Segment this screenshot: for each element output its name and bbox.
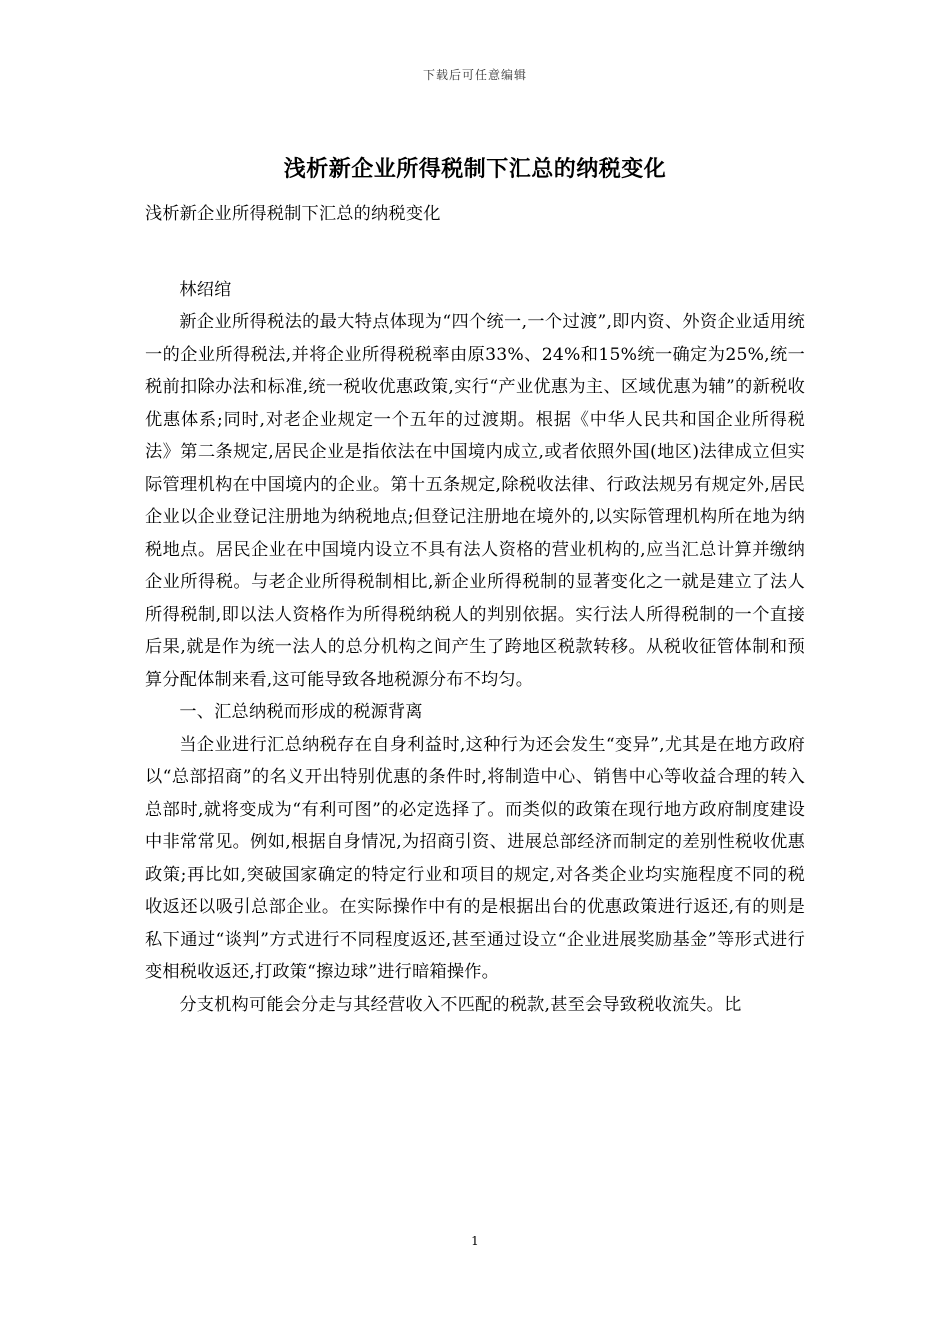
document-subtitle: 浅析新企业所得税制下汇总的纳税变化 [145, 204, 441, 224]
document-body [145, 198, 805, 1021]
header-note: 下载后可任意编辑 [422, 68, 527, 82]
page-number: 1 [471, 1234, 479, 1248]
blank-line [145, 231, 805, 274]
author-name: 林绍绾 [179, 279, 232, 300]
paragraph-intro: 新企业所得税法的最大特点体现为“四个统一,一个过渡”,即内资、外资企业适用统一的企业所得税法,并将企业所得税税率由原33%、24%和15%统一确定为25%,统一税前扣除办法和标准,统一税收优惠政策,实行“产业优惠为主、区域优惠为辅”的新税收优惠体系;同时,对老企业规定一个五年的过渡期。根据《中华人民共和国企业所得税法》第二条规定,居民企业是指依法在中国境内成立,或者依照外国(地区)法律成立但实际管理机构在中国境内的企业。第十五条规定,除税收法律、行政法规另有规定外,居民企业以企业登记注册地为纳税地点;但登记注册地在境外的,以实际管理机构所在地为纳税地点。居民企业在中国境内设立不具有法人资格的营业机构的,应当汇总计算并缴纳企业所得税。与老企业所得税制相比,新企业所得税制的显著变化之一就是建立了法人所得税制,即以法人资格作为所得税纳税人的判别依据。实行法人所得税制的一个直接后果,就是作为统一法人的总分机构之间产生了跨地区税款转移。从税收征管体制和预算分配体制来看,这可能导致各地税源分布不均匀。 [145, 312, 805, 690]
paragraph-body: 当企业进行汇总纳税存在自身利益时,这种行为还会发生“变异”,尤其是在地方政府以“总部招商”的名义开出特别优惠的条件时,将制造中心、销售中心等收益合理的转入总部时,就将变成为“有利可图”的必定选择了。而类似的政策在现行地方政府制度建设中非常常见。例如,根据自身情况,为招商引资、进展总部经济而制定的差别性税收优惠政策;再比如,突破国家确定的特定行业和项目的规定,对各类企业均实施程度不同的税收返还以吸引总部企业。在实际操作中有的是根据出台的优惠政策进行返还,有的则是私下通过“谈判”方式进行不同程度返还,甚至通过设立“企业进展奖励基金”等形式进行变相税收返还,打政策“擦边球”进行暗箱操作。 [145, 734, 805, 982]
section-heading: 一、汇总纳税而形成的税源背离 [179, 702, 423, 722]
page-title: 浅析新企业所得税制下汇总的纳税变化 [283, 157, 667, 182]
paragraph-body: 分支机构可能会分走与其经营收入不匹配的税款,甚至会导致税收流失。比 [179, 994, 742, 1015]
